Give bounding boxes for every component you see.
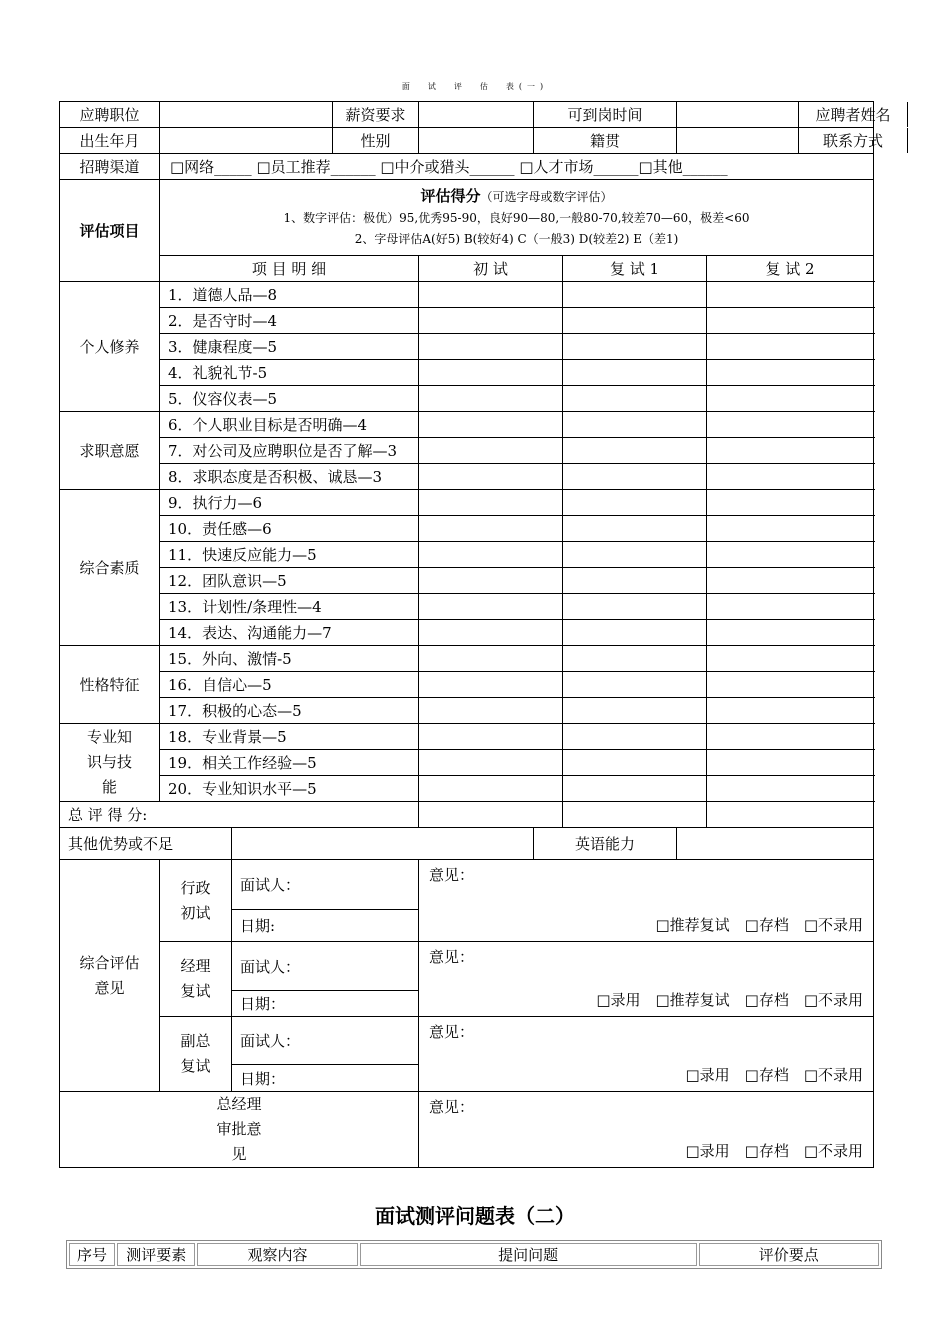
score-second1[interactable] [563, 776, 707, 802]
score-second2[interactable] [707, 594, 874, 620]
item-row: 10．责任感—6 [160, 516, 419, 542]
position-label: 应聘职位 [60, 102, 160, 128]
item-row: 2．是否守时—4 [160, 308, 419, 334]
channel-options[interactable]: □网络_____ □员工推荐______ □中介或猎头______ □人才市场______□其他______ [160, 154, 874, 180]
decision-options[interactable]: □推荐复试 □存档 □不录用 [655, 916, 864, 934]
stage-label: 副总复试 [160, 1017, 232, 1092]
score-second2[interactable] [707, 516, 874, 542]
score-second2[interactable] [707, 724, 874, 750]
score-first[interactable] [419, 620, 563, 646]
opinion-box[interactable] [419, 860, 874, 942]
item-row: 3．健康程度—5 [160, 334, 419, 360]
english-field[interactable] [677, 828, 874, 860]
decision-options[interactable]: □录用 □存档 □不录用 [685, 1066, 864, 1084]
form-title: 面 试 评 估 表(一) [401, 82, 549, 91]
score-second2[interactable] [707, 620, 874, 646]
item-row: 4．礼貌礼节-5 [160, 360, 419, 386]
score-first[interactable] [419, 412, 563, 438]
score-first[interactable] [419, 568, 563, 594]
numeric-rule: 1、数字评估：极优）95,优秀95-90，良好90—80,一般80-70,较差70—60，极差<60 [283, 210, 750, 225]
opinion-label: 意见： [429, 1023, 475, 1041]
score-header [160, 180, 874, 256]
score-second1[interactable] [563, 698, 707, 724]
interviewer-field[interactable] [232, 1017, 419, 1065]
header-evaluation: 评价要点 [699, 1243, 879, 1266]
score-second2[interactable] [707, 464, 874, 490]
score-second2[interactable] [707, 698, 874, 724]
total-score-label: 总 评 得 分: [60, 802, 419, 828]
score-second1[interactable] [563, 438, 707, 464]
score-first[interactable] [419, 542, 563, 568]
date-field[interactable] [232, 910, 419, 942]
channel-label: 招聘渠道 [60, 154, 160, 180]
item-row: 19．相关工作经验—5 [160, 750, 419, 776]
score-second1[interactable] [563, 750, 707, 776]
item-row: 16．自信心—5 [160, 672, 419, 698]
score-second2[interactable] [707, 750, 874, 776]
score-second2[interactable] [707, 490, 874, 516]
stage-label: 经理复试 [160, 942, 232, 1017]
item-row: 1．道德人品—8 [160, 282, 419, 308]
score-second1[interactable] [563, 334, 707, 360]
item-row: 13．计划性/条理性—4 [160, 594, 419, 620]
item-row: 18．专业背景—5 [160, 724, 419, 750]
category-label: 个人修养 [60, 282, 160, 412]
birth-label: 出生年月 [60, 128, 160, 154]
score-second1[interactable] [563, 568, 707, 594]
gender-label: 性别 [333, 128, 419, 154]
score-second2[interactable] [707, 308, 874, 334]
date-label: 日期: [240, 917, 276, 935]
origin-field[interactable] [677, 128, 799, 153]
english-label: 英语能力 [534, 828, 677, 860]
score-first[interactable] [419, 698, 563, 724]
score-first[interactable] [419, 594, 563, 620]
col-detail: 项 目 明 细 [160, 256, 419, 282]
interviewer-label: 面试人： [240, 957, 301, 976]
stage-label: 行政初试 [160, 860, 232, 942]
item-row: 5．仪容仪表—5 [160, 386, 419, 412]
name-label: 应聘者姓名 [799, 102, 908, 127]
score-second1[interactable] [563, 412, 707, 438]
score-first[interactable] [419, 724, 563, 750]
date-label: 日期： [240, 1069, 286, 1088]
gm-approval-label: 总经理审批意见 [60, 1092, 419, 1168]
score-first[interactable] [419, 672, 563, 698]
score-second1[interactable] [563, 490, 707, 516]
score-second1[interactable] [563, 386, 707, 412]
score-second2[interactable] [707, 334, 874, 360]
col-second2: 复 试 2 [707, 256, 874, 282]
score-second1[interactable] [563, 308, 707, 334]
score-second2[interactable] [707, 568, 874, 594]
score-title-note: （可选字母或数字评估） [480, 189, 613, 204]
score-first[interactable] [419, 776, 563, 802]
header-question: 提问问题 [360, 1243, 697, 1266]
other-label: 其他优势或不足 [60, 828, 232, 860]
interview-evaluation-table [59, 101, 891, 1168]
question-table [66, 1240, 882, 1269]
score-second1[interactable] [563, 464, 707, 490]
interviewer-label: 面试人： [240, 1032, 301, 1050]
score-first[interactable] [419, 360, 563, 386]
item-row: 17．积极的心态—5 [160, 698, 419, 724]
salary-label: 薪资要求 [333, 102, 419, 128]
score-first[interactable] [419, 308, 563, 334]
evaluation-label: 综合评估意见 [60, 860, 160, 1092]
category-label: 性格特征 [60, 646, 160, 724]
score-first[interactable] [419, 282, 563, 308]
score-second2[interactable] [707, 776, 874, 802]
interviewer-label: 面试人： [240, 876, 301, 894]
date-label: 日期： [240, 995, 286, 1013]
score-second1[interactable] [563, 282, 707, 308]
category-label: 求职意愿 [60, 412, 160, 490]
birth-field[interactable] [160, 128, 333, 154]
contact-label: 联系方式 [799, 128, 908, 153]
score-second2[interactable] [707, 542, 874, 568]
score-second2[interactable] [707, 412, 874, 438]
score-second1[interactable] [563, 620, 707, 646]
available-field[interactable] [677, 102, 799, 127]
other-field[interactable] [232, 828, 534, 860]
position-field[interactable] [160, 102, 333, 128]
score-first[interactable] [419, 490, 563, 516]
category-label: 综合素质 [60, 490, 160, 646]
opinion-label: 意见： [429, 1098, 475, 1116]
origin-label: 籍贯 [534, 128, 677, 154]
item-row: 20．专业知识水平—5 [160, 776, 419, 802]
opinion-label: 意见： [429, 948, 475, 966]
interviewer-field[interactable] [232, 942, 419, 991]
header-factor: 测评要素 [117, 1243, 195, 1266]
total-second2[interactable] [707, 802, 874, 828]
score-second2[interactable] [707, 282, 874, 308]
score-second1[interactable] [563, 646, 707, 672]
header-observation: 观察内容 [197, 1243, 357, 1266]
item-label: 评估项目 [60, 180, 160, 282]
score-first[interactable] [419, 386, 563, 412]
item-row: 12．团队意识—5 [160, 568, 419, 594]
score-first[interactable] [419, 646, 563, 672]
interviewer-field[interactable] [232, 860, 419, 910]
score-second1[interactable] [563, 542, 707, 568]
available-label: 可到岗时间 [534, 102, 677, 128]
total-second1[interactable] [563, 802, 707, 828]
score-second1[interactable] [563, 724, 707, 750]
score-second1[interactable] [563, 360, 707, 386]
item-row: 7．对公司及应聘职位是否了解—3 [160, 438, 419, 464]
decision-options[interactable]: □录用 □推荐复试 □存档 □不录用 [596, 991, 864, 1009]
score-second1[interactable] [563, 516, 707, 542]
score-first[interactable] [419, 464, 563, 490]
score-first[interactable] [419, 334, 563, 360]
score-first[interactable] [419, 516, 563, 542]
date-field[interactable] [232, 1065, 419, 1092]
score-second1[interactable] [563, 594, 707, 620]
opinion-box[interactable] [419, 942, 874, 1017]
score-second2[interactable] [707, 672, 874, 698]
item-row: 8．求职态度是否积极、诚恳—3 [160, 464, 419, 490]
opinion-box[interactable] [419, 1017, 874, 1092]
score-first[interactable] [419, 438, 563, 464]
col-second1: 复 试 1 [563, 256, 707, 282]
category-label: 专业知识与技能 [60, 724, 160, 802]
score-second2[interactable] [707, 646, 874, 672]
gm-opinion-box[interactable] [419, 1092, 874, 1168]
header-index: 序号 [69, 1243, 115, 1266]
date-field[interactable] [232, 991, 419, 1017]
gender-field[interactable] [419, 128, 534, 154]
item-row: 9．执行力—6 [160, 490, 419, 516]
gm-decision-options[interactable]: □录用 □存档 □不录用 [685, 1142, 864, 1160]
score-second1[interactable] [563, 672, 707, 698]
salary-field[interactable] [419, 102, 534, 128]
score-first[interactable] [419, 750, 563, 776]
col-first: 初 试 [419, 256, 563, 282]
question-table-title: 面试测评问题表（二） [375, 1204, 575, 1228]
item-row: 14．表达、沟通能力—7 [160, 620, 419, 646]
letter-rule: 2、字母评估A(好5) B(较好4) C（一般3) D(较差2) E（差1) [354, 231, 679, 246]
item-row: 15．外向、激情-5 [160, 646, 419, 672]
item-row: 6．个人职业目标是否明确—4 [160, 412, 419, 438]
score-second2[interactable] [707, 438, 874, 464]
item-row: 11．快速反应能力—5 [160, 542, 419, 568]
opinion-label: 意见： [429, 866, 475, 884]
total-first[interactable] [419, 802, 563, 828]
score-title: 评估得分 [420, 186, 481, 205]
score-second2[interactable] [707, 360, 874, 386]
score-second2[interactable] [707, 386, 874, 412]
